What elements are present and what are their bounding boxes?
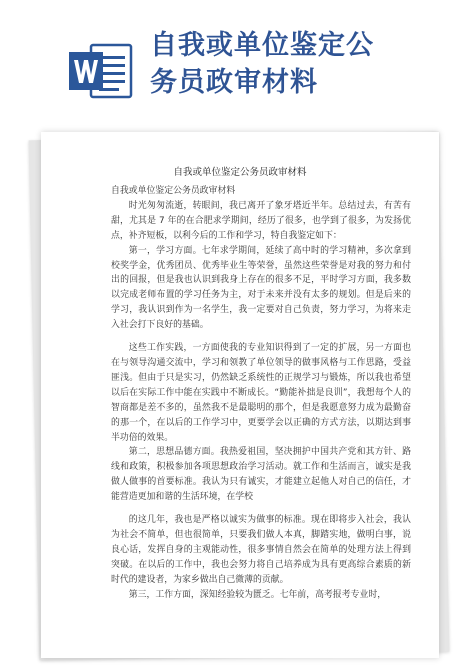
paragraph: 时光匆匆流逝，转眼间，我已离开了象牙塔近半年。总结过去，有苦有甜，尤其是 7 年的在合肥求学期间，经历了很多，也学到了很多，为发扬优点，补齐短板，以利今后的工作和学习，特自我鉴定如下： <box>111 200 411 241</box>
document-page <box>41 132 439 658</box>
header-title-line1: 自我或单位鉴定公 <box>150 30 374 61</box>
paragraph: 第三，工作方面，深知经验较为匮乏。七年前，高考报考专业时， <box>128 589 387 600</box>
paragraph: 第一，学习方面。七年求学期间，延续了高中时的学习精神，多次拿到校奖学金，优秀团员、优秀毕业生等荣誉，虽然这些荣誉是对我的努力和付出的回报，但是我也认识到我身上存在的很多不足，平时学习方面，我多数以完成老师布置的学习任务为主，对于未来并没有太多的规划。但是后来的学习，我认识到作为一名学生，我一定要对自己负责，努力学习，为将来走入社会打下良好的基础。 <box>111 245 411 331</box>
header-banner <box>0 0 474 120</box>
word-doc-icon <box>69 42 133 100</box>
paragraph: 这些工作实践，一方面使我的专业知识得到了一定的扩展，另一方面也在与领导沟通交流中，学习和领教了单位领导的做事风格与工作思路，受益匪浅。但由于只是实习，仍然缺乏系统性的正规学习与锻炼，所以我也希望以后在实际工作中能在实践中不断成长。“勤能补拙是良训”，我想每个人的智商都是差不多的，虽然我不是最聪明的那个，但是我愿意努力成为最勤奋的那一个，在以后的工作学习中，更要学会以正确的方式方法，以期达到事半功倍的效果。 <box>111 343 411 443</box>
header-title-line2: 务员政审材料 <box>150 67 318 98</box>
document-title: 自我或单位鉴定公务员政审材料 <box>173 167 307 178</box>
paragraph: 第二，思想品德方面。我热爱祖国，坚决拥护中国共产党和其方针、路线和政策，积极参加各项思想政治学习活动。就工作和生活而言，诚实是我做人做事的首要标准。我认为只有诚实，才能建立起他人对自己的信任，才能营造更加和谐的生活环境，在学校 <box>111 447 411 503</box>
document-subtitle: 自我或单位鉴定公务员政审材料 <box>111 186 236 196</box>
paragraph: 的这几年，我也是严格以诚实为做事的标准。现在即将步入社会，我认为社会不简单，但也很简单，只要我们做人本真，脚踏实地，做明白事，说良心话，发挥自身的主观能动性，很多事情自然会在简单的处理方法上得到突破。在以后的工作中，我也会努力将自己培养成为具有更高综合素质的新时代的建设者，为家乡做出自己微薄的贡献。 <box>111 515 411 585</box>
header-title <box>150 27 470 101</box>
document-body <box>111 184 411 602</box>
